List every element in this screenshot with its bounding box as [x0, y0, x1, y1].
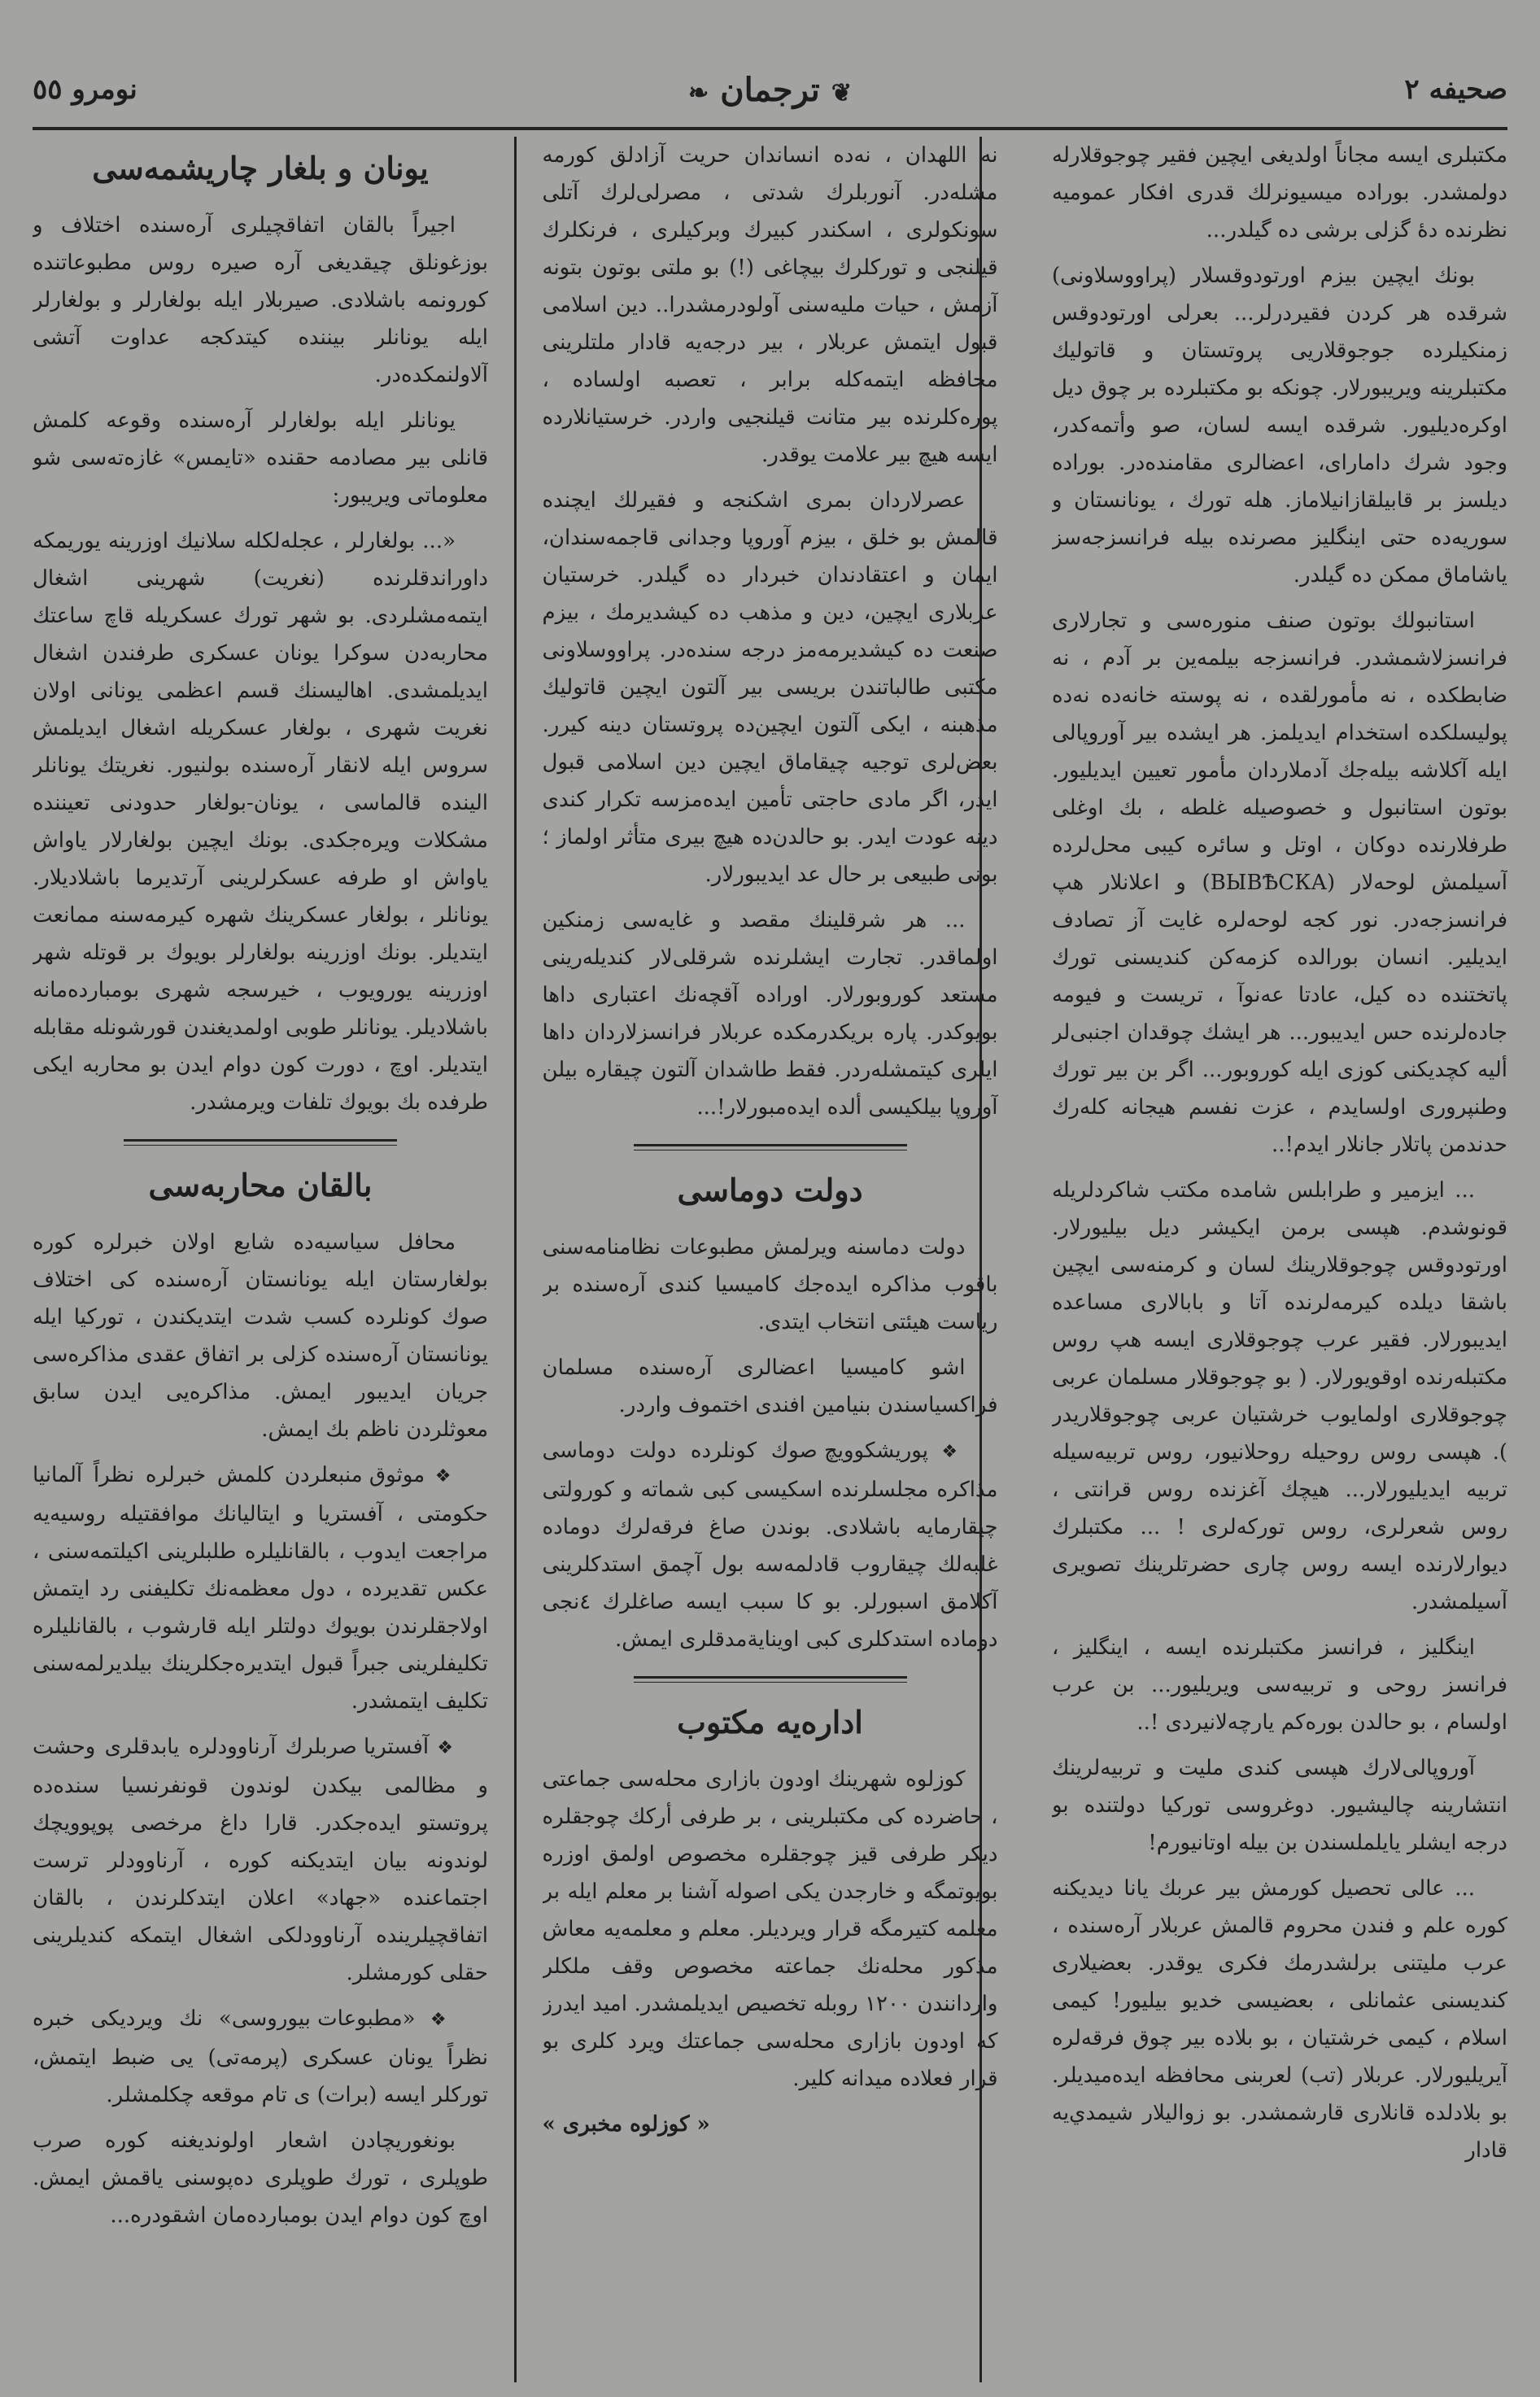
paragraph: بونك ايچين بيزم اورتودوقسلار (پراووسلاونى) شرقده هر كردن فقيردرلر... بعرلى اورتودوقس زمنكيلرده جوجوقلاريى پروتستان و قاتوليك مكتبلرينه ويريبورلار. چونكه بو مكتبلرده بر چوق ديل اوكره‌ديليور. شرقده ايسه لسان، صو وأتمه‌كدر، وجود شرك داماراى، اعضالرى مقامنده‌در. بوراده ديلسز بر قابيلقازانيلاماز. هله تورك ، يونانستان و سوريه‌ده حتى اينگليز مصرنده بيله فرانسزجه‌سز ياشاماق ممكن ده گيلدر. — [1052, 264, 1507, 587]
paragraph: كوزلوه شهرينك اودون بازارى محله‌سى جماعتى ، حاضرده كى مكتبلرينى ، بر طرفى أركك چوجقلره ديكر طرفى قيز چوجقلره مخصوص اولمق اوزره بويوتمگه و خارجدن يكى اصوله آشنا بر معلم ايله بر معلمه كتيرمگه قرار ويرديلر. معلم و معلمه‌يه معاش مذكور محله‌نك جماعته مخصوص وقف ملكلر واردانندن ۱۲۰۰ روبله تخصيص ايديلمشدر. اميد ايدرز كه اودون بازارى محله‌سى جماعتك ويرد كلرى بو قرار فعلاده ميدانه كلير. — [542, 1767, 998, 2091]
column-right — [1052, 137, 1507, 2382]
paragraph: اينگليز ، فرانسز مكتبلرنده ايسه ، اينگليز ، فرانسز روحى و تربيه‌سى ويريليور... بن عرب اولسام ، بو حالدن بوره‌كم يارچه‌لانيردى !.. — [1052, 1635, 1507, 1735]
paragraph: آوروپالى‌لارك هپسى كندى مليت و تربيه‌لرينك انتشارينه چاليشيور. دوغروسى توركيا دولتنده بو درجه ايشلر يايلملسندن بن بيله اوتانيورم! — [1052, 1756, 1507, 1855]
paragraph: نه اللهدان ، نه‌ده انساندان حريت آزادلق كورمه مشله‌در. آنوربلرك شدتى ، مصرلى‌لرك آتلى سونكولرى ، اسكندر كبيرك وبركيلرى ، فرنكلرك قيلنجى و توركلرك بيچاغى (!) بو ملتى بوتون بتونه آزمش ، حيات مليه‌سنى آولودرمشدرا.. دين اسلامى قبول ايتمش عربلار ، بير درجه‌يه قادار ملتلرينى محافظه ايتمه‌كله برابر ، تعصبه اولساده ، پوره‌كلرنده بير متانت قيلنجيى واردر. خرستيانلارده ايسه هيچ بير علامت يوقدر. — [542, 143, 998, 467]
paragraph: محافل سياسيه‌ده شايع اولان خبرلره كوره بولغارستان ايله يونانستان آره‌سنده كى اختلاف صوك كونلرده كسب شدت ايتديكندن ، توركيا ايله يونانستان آره‌سنده كزلى بر اتفاق عقدى مذاكره‌سى جريان ايديبور ايمش. مذاكره‌يى ايدن سابق معوثلردن ناظم بك ايمش. — [33, 1230, 488, 1442]
column-left — [33, 137, 488, 2382]
article-title-balkan-war: بالقان محاربه‌سى — [148, 1167, 373, 1203]
section-divider — [634, 1676, 907, 1683]
column-middle — [543, 137, 998, 2382]
masthead-rule — [33, 127, 1507, 130]
article-title-letter: اداره‌يه مكتوب — [677, 1704, 863, 1740]
newspaper-title-block — [277, 71, 1263, 109]
columns — [33, 137, 1507, 2382]
paragraph: ... ايزمير و طرابلس شامده مكتب شاكردلريله قونوشدم. هپسى برمن ايكيشر ديل بيليورلار. اورتودوقس چوجوقلارينك لسان و كرمنه‌سى ايچين باشقا ديلده كيرمه‌لرنده آتا و بابالارى مساعده ايديبورلار. فقير عرب چوجوقلارى ايسه هپ روس مكتبله‌رنده اوقويورلار. ( بو چوجوقلار مسلمان عربى چوجوقلارى اولمايوب خرشتيان عربى چوجوقلاريدر ). هپسى روس روحيله روحلانيور، روس تربيه‌سيله تربيه ايديليورلار... هيچك آغزنده روس قرانتى ، روس شعرلرى، روس توركه‌لرى ! ... مكتبلرك ديوارلارنده ايسه روس چارى حضرتلرينك تصويرى آسيلمشدر. — [1052, 1178, 1507, 1614]
paragraph: استانبولك بوتون صنف منوره‌سى و تجارلارى فرانسزلاشمشدر. فرانسزجه بيلمه‌ين بر آدم ، نه ضابطكده ، نه مأمورلقده ، نه پوسته خانه‌ده نه‌ده پوليسلكده استخدام ايديلمز. هر ايشده بير آوروپالى ايله آكلاشه بيله‌جك آدملاردان مأمور تعيين ايديليور. بوتون استانبول و خصوصيله غلطه ، بك اوغلى طرفلارنده دوكان ، اوتل و سائره كيبى محل‌لرده آسيلمش لوحه‌لار (ВЫВѢСКА) و اعلانلار هپ فرانسزجه‌در. نور كجه لوحه‌لره غايت آز تصادف ايديلير. انسان بورالده كزمه‌كن كنديسنى تورك پاتختنده ده كيل، عادتا عه‌نوآ ، تريست و فيومه جاده‌لرنده حس ايديبور... هر ايشك چوقدان اجنبى‌لر أليه كچديكنى كوزى ايله كوروبور... اگر بن بير تورك وطنپرورى اولسايدم ، عزت نفسم هيجانه كله‌رك حدندمن پاتلار جانلار ايدم!.. — [1052, 609, 1507, 1157]
paragraph: «... بولغارلر ، عجله‌لكله سلانيك اوزرينه يوريمكه داوراندقلرنده (نغريت) شهرينى اشغال ايتمه‌مشلردى. بو شهر تورك عسكريله قاچ ساعتك محاربه‌دن سوكرا يونان عسكرى طرفندن اشغال ايديلمشدى. اهاليسنك قسم اعظمى يونانى اولان نغريت شهرى ، بولغار عسكريله اشغال ايديلمش سروس ايله لانقار آره‌سنده بولنيور. نغريتك يونانلر الينده قالماسى ، يونان-بولغار حدودنى تعيننده مشكلات ويره‌جكدى. بونك ايچين بولغارلار ياواش ياواش او طرفه عسكرلرينى آرتديرما باشلاديلار. يونانلر ، بولغار عسكرينك شهره كيرمه‌سنه ممانعت ايتديلر. بونك اوزرينه بولغارلر بويوك بر قوتله شهر اوزرينه يورويوب ، خيرسجه شهرى بومبارده‌مانه باشلاديلر. يونانلر طوبى اولمديغندن قورشونله مقابله ايتديلر. اوچ ، دورت كون دوام ايدن بو محاربه ايكى طرفده بك بويوك تلفات ويرمشدر. — [33, 529, 488, 1115]
article-title-greek-bulgar: يونان و بلغار چاريشمه‌سى — [92, 150, 429, 186]
paragraph: ❖ «مطبوعات بيوروسى» نك ويرديكى خبره نظراً يونان عسكرى (پرمه‌تى) يى ضبط ايتمش، توركلر ايسه (برات) ى تام موقعه چكلمشلر. — [33, 2000, 488, 2114]
issue-number: نومرو ٥٥ — [33, 73, 137, 106]
right-ornament-icon: ❧ — [688, 78, 709, 107]
section-divider — [634, 1144, 907, 1150]
paragraph: اشو كاميسيا اعضالرى آره‌سنده مسلمان فراكسياسندن بنيامين افندى اختموف واردر. — [542, 1356, 998, 1417]
signature: « كوزلوه مخبرى » — [542, 2112, 710, 2137]
paragraph: ... هر شرقلينك مقصد و غايه‌سى زمنكين اولماقدر. تجارت ايشلرنده شرقلى‌لار كنديله‌رينى مستعد كوروبورلار. اوراده آقچه‌نك اعتبارى داها بويوكدر. پاره بريكدرمكده عربلار فرانسزلاردان داها ايلرى كيتمشله‌ردر. فقط طاشدان آلتون چيقاره بيلن آوروپا بيلكيسى ألده ايده‌مبورلار!... — [542, 908, 998, 1120]
paragraph: دولت دماسنه ويرلمش مطبوعات نظامنامه‌سنى باقوب مذاكره ايده‌جك كاميسيا كندى آره‌سنده بر رياست هيئتى انتخاب ايتدى. — [542, 1235, 998, 1334]
paragraph: ... عالى تحصيل كورمش بير عربك يانا ديديكنه كوره علم و فندن محروم قالمش عربلار آره‌سنده ، عرب مليتنى برلشدرمك فكرى يوقدر. بعضيلارى كنديسنى عثمانلى ، بعضيسى خديو بيليور! كيمى اسلام ، كيمى خرشتيان ، بو بلاده بير چوق فرقه‌لره آيريليورلار. عربلار (تب) لعربنى محافظه ايده‌ميديلر. بو بلادلده قانلارى قارشمشدر. بو زواليلار شيمدي‌يه قادار — [1052, 1876, 1507, 2163]
paragraph: بونغوريچادن اشعار اولونديغنه كوره صرب طوپلرى ، تورك طوپلرى ده‌پوسنى ياقمش ايمش. اوچ كون دوام ايدن بومبارده‌مان اشقودره... — [33, 2128, 488, 2228]
paragraph: اجيراً بالقان اتفاقچيلرى آره‌سنده اختلاف و بوزغونلق چيقديغى آره صيره روس مطبوعاتنده كورونمه باشلادى. صيربلار ايله بولغارلر و بولغارلر ايله يونانلر بيننده كيتدكجه عداوت آتشى آلاولنمكده‌در. — [33, 213, 488, 387]
paragraph: يونانلر ايله بولغارلر آره‌سنده وقوعه كلمش قانلى بير مصادمه حقنده «تايمس» غازه‌ته‌سى شو معلوماتى ويريبور: — [33, 408, 488, 508]
paragraph: ❖ پوريشكوويچ صوك كونلرده دولت دوماسى مذاكره مجلسلرنده اسكيسى كبى شماته و كورولتى چيقارمايه باشلادى. بوندن صاغ فرقه‌لرك دوماده غلبه‌لك چيقاروب قادلمه‌سه بول آچمق استدكلرينى آكلامق اسبورلر. بو كا سبب ايسه صاغلرك ٤نجى دوماده استدكلرى كبى اويناية‌مدقلرى ايمش. — [543, 1432, 998, 1658]
masthead — [33, 49, 1507, 130]
paragraph: عصرلاردان بمرى اشكنجه و فقيرلك ايچنده قالمش بو خلق ، بيزم آوروپا وجدانى قاجمه‌سندان، ايمان و اعتقادندان خبردار ده گيلدر. خرستيان عربلارى ايچين، دين و مذهب ده كيشديرمك ، بيزم صنعت ده كيشديرمه‌مز درجه سنده‌در. پراووسلاونى مكتبى طالباتندن بريسى بير آلتون ايچين قاتوليك مذهبنه ، ايكى آلتون ايچين‌ده پروتستان دينه كيرر. بعض‌لرى توجيه چيقاماق ايچين دين اسلامى قبول ايدر، اگر مادى حاجتى تأمين ايده‌مزسه تكرار كندى دينه عودت ايدر. بو حالدن‌ده هيچ بيرى متأثر اولماز ؛ بونى طبيعى بر حال عد ايديبورلار. — [542, 488, 998, 887]
paragraph: ❖ آفستريا صربلرك آرناوودلره يابدقلرى وحشت و مظالمى بيكدن لوندون قونفرنسيا سنده‌ده پروتستو ايده‌جكدر. قارا داغ مرخصى پوپوويچك لوندونه بيان ايتديكنه كوره ، آرناوودلر ترست اجتماعنده «جهاد» اعلان ايتدكلرندن ، بالقان اتفاقچيلرينده آرناوودلكى اشغال ايتمكه كنديلرينى حقلى كورمشلر. — [33, 1728, 488, 1992]
paragraph: مكتبلرى ايسه مجاناً اولديغى ايچين فقير چوجوقلارله دولمشدر. بوراده ميسيونرلك قدرى افكار عموميه نظرنده دۀ گزلى برشى ده گيلدر... — [1052, 143, 1507, 242]
article-title-duma: دولت دوماسى — [677, 1172, 863, 1208]
paragraph: ❖ موثوق منبعلردن كلمش خبرلره نظراً آلمانيا حكومتى ، آفستريا و ايتاليانك موافقتيله روسيه‌يه مراجعت ايدوب ، بالقانليلره طلبلرينى اكيلتمه‌سنى ، عكس تقديرده ، دول معظمه‌نك تكليفنى رد ايتمش اولاجقلرندن بويوك دولتلر ايله قارشوب ، بالقانليلره تكليفلرينى جبراً قبول ايتديره‌جكلرينك بيلديرلمه‌سنى تكليف ايتمشدر. — [33, 1456, 488, 1720]
page-number: صحيفه ۲ — [1404, 73, 1507, 106]
section-divider — [124, 1139, 397, 1146]
newspaper-title: ترجمان — [720, 70, 820, 109]
left-ornament-icon: ❦ — [831, 78, 852, 107]
